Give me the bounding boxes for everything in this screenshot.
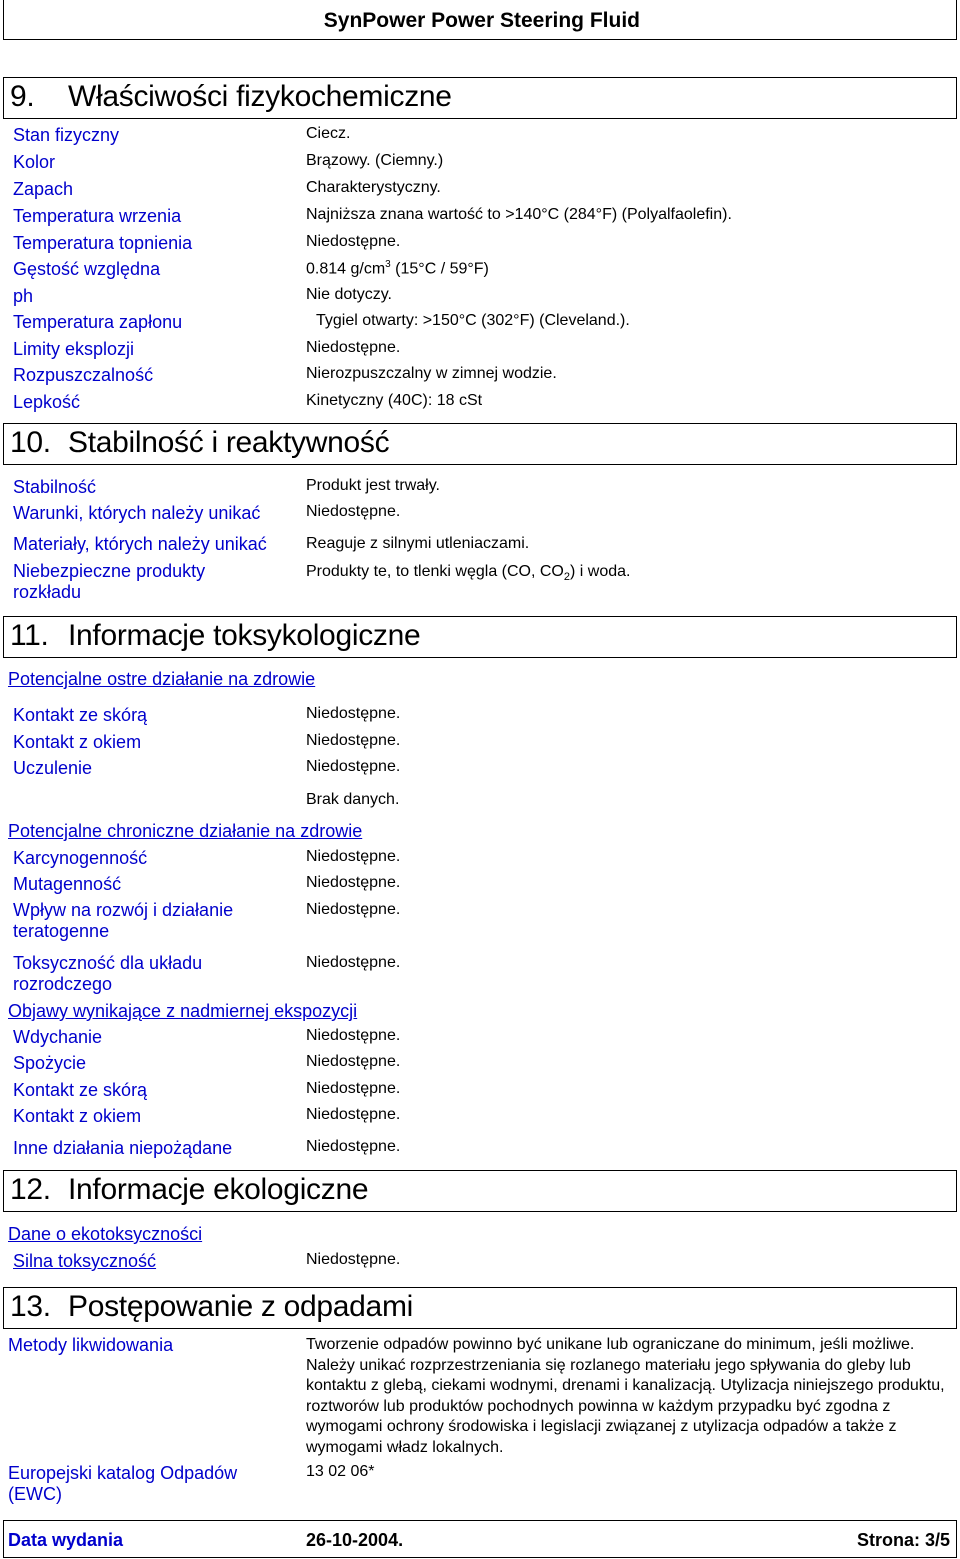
field-label: Kontakt ze skórą (13, 1080, 148, 1100)
field-value: Niedostępne. (306, 1027, 401, 1044)
field-value: 0.814 $g/cm^3$ (15°C / 59°F) (306, 259, 489, 278)
field-label: Inne działania niepożądane (13, 1138, 233, 1158)
field-label: Limity eksplozji (13, 339, 135, 359)
field-label: Gęstość względna (13, 259, 161, 279)
field-label: Wdychanie (13, 1027, 103, 1047)
field-label: Mutagenność (13, 874, 122, 894)
field-label: Europejski katalog Odpadów (EWC) (8, 1463, 238, 1504)
field-value: Niedostępne. (306, 233, 401, 250)
document-header (3, 0, 957, 40)
field-value: Najniższa znana wartość to >140°C (284°F) (Polyalfaolefin). (306, 206, 732, 223)
field-value: Charakterystyczny. (306, 179, 441, 196)
field-label: Rozpuszczalność (13, 365, 154, 385)
field-value: Niedostępne. (306, 705, 401, 722)
field-label: Karcynogenność (13, 848, 148, 868)
section-title: Stabilność i reaktywność (68, 426, 390, 459)
field-label: Wpływ na rozwój i działanie teratogenne (13, 900, 234, 941)
section-9-heading (3, 77, 957, 119)
field-value: Brązowy. (Ciemny.) (306, 152, 444, 169)
field-value: Produkt jest trwały. (306, 477, 440, 494)
field-value: Niedostępne. (306, 954, 401, 971)
field-label: ph (13, 286, 34, 306)
field-value: Niedostępne. (306, 503, 401, 520)
field-value: Tygiel otwarty: >150°C (302°F) (Cleveland.). (316, 312, 630, 329)
disposal-methods-text: Tworzenie odpadów powinno być unikane lub ograniczane do minimum, jeśli możliwe. Należy unikać rozprzestrzeniania się rozlanego materiału jego spływania do gleby lub kontaktu z glebą, ciekami wodnymi, drenami i kanalizacją. Utylizacja niniejszego produktu, roztworów lub produktów pochodnych powinna w każdym przypadku być zgodna z wymogami ochrony środowiska i legislacji związanej z utylizacja odpadów a także z wymogami władz lokalnych. (306, 1336, 945, 1456)
field-label: Materiały, których należy unikać (13, 534, 267, 554)
section-number: 12. (10, 1173, 51, 1206)
section-title: Postępowanie z odpadami (68, 1290, 413, 1323)
issue-date-label: Data wydania (8, 1530, 124, 1550)
field-label: Temperatura topnienia (13, 233, 193, 253)
field-label: Uczulenie (13, 758, 93, 778)
section-title: Właściwości fizykochemiczne (68, 80, 452, 113)
field-value: Nierozpuszczalny w zimnej wodzie. (306, 365, 557, 382)
section-title: Informacje toksykologiczne (68, 619, 421, 652)
section-12-heading (3, 1170, 957, 1212)
field-value: Niedostępne. (306, 1138, 401, 1155)
section-title: Informacje ekologiczne (68, 1173, 369, 1206)
page-number: Strona: 3/5 (856, 1530, 950, 1550)
section-number: 10. (10, 426, 51, 459)
field-label: Zapach (13, 179, 74, 199)
field-value: Nie dotyczy. (306, 286, 392, 303)
field-label: Temperatura zapłonu (13, 312, 183, 332)
field-label: Metody likwidowania (8, 1335, 174, 1355)
subheading-ecotoxicity: Dane o ekotoksyczności (8, 1224, 203, 1244)
field-label: Kontakt z okiem (13, 1106, 142, 1126)
field-label: Stan fizyczny (13, 125, 120, 145)
field-value: Niedostępne. (306, 1251, 401, 1268)
field-label: Stabilność (13, 477, 97, 497)
field-label: Spożycie (13, 1053, 87, 1073)
field-label: Toksyczność dla układu rozrodczego (13, 953, 203, 994)
section-11-heading (3, 616, 957, 658)
field-value: Niedostępne. (306, 1053, 401, 1070)
field-label: Silna toksyczność (13, 1251, 157, 1271)
field-value: Niedostępne. (306, 339, 401, 356)
field-value: Kinetyczny (40C): 18 cSt (306, 392, 483, 409)
field-label: Temperatura wrzenia (13, 206, 182, 226)
document-footer (3, 1520, 957, 1558)
field-label: Kolor (13, 152, 56, 172)
field-value: Produkty te, to tlenki węgla (CO, $CO_2$) i woda. (306, 563, 631, 584)
field-value: Niedostępne. (306, 1106, 401, 1123)
field-value: Reaguje z silnymi utleniaczami. (306, 535, 530, 552)
field-value: Niedostępne. (306, 848, 401, 865)
subheading-acute-effects: Potencjalne ostre działanie na zdrowie (8, 669, 316, 689)
field-value: Niedostępne. (306, 758, 401, 775)
subheading-chronic-effects: Potencjalne chroniczne działanie na zdrowie (8, 821, 363, 841)
section-10-heading (3, 423, 957, 465)
section-number: 9. (10, 80, 35, 113)
field-value: Niedostępne. (306, 732, 401, 749)
field-label: Niebezpieczne produkty rozkładu (13, 561, 206, 602)
field-label: Kontakt ze skórą (13, 705, 148, 725)
field-label: Kontakt z okiem (13, 732, 142, 752)
field-value: Niedostępne. (306, 874, 401, 891)
subheading-overexposure: Objawy wynikające z nadmiernej ekspozycji (8, 1001, 358, 1021)
ewc-code: 13 02 06* (306, 1463, 375, 1480)
section-13-heading (3, 1287, 957, 1329)
field-label: Warunki, których należy unikać (13, 503, 261, 523)
issue-date-value: 26-10-2004. (306, 1530, 404, 1550)
field-value: Ciecz. (306, 125, 351, 142)
section-number: 13. (10, 1290, 51, 1323)
product-title: SynPower Power Steering Fluid (323, 9, 640, 32)
no-data-note: Brak danych. (306, 791, 400, 808)
section-number: 11. (10, 619, 49, 652)
field-value: Niedostępne. (306, 1080, 401, 1097)
field-value: Niedostępne. (306, 901, 401, 918)
field-label: Lepkość (13, 392, 81, 412)
